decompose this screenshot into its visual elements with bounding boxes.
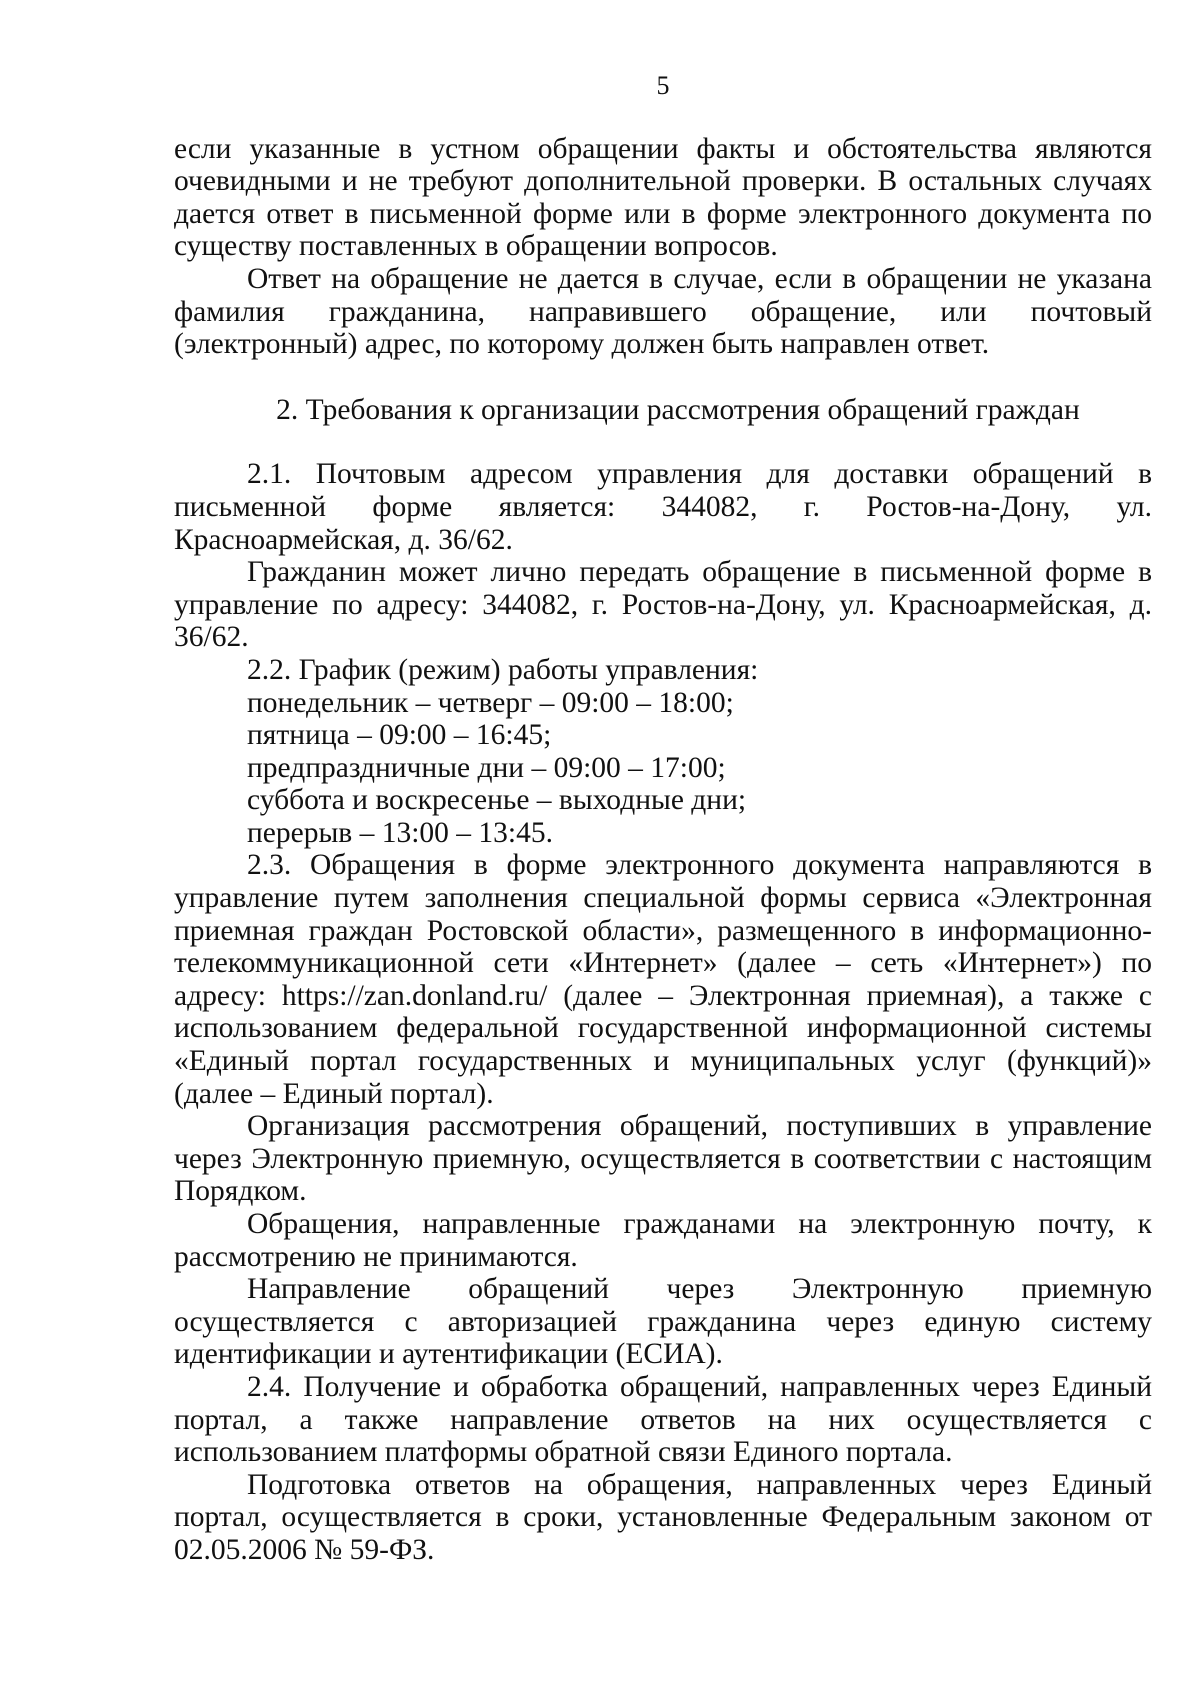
section-heading: 2. Требования к организации рассмотрения обращений граждан xyxy=(276,393,1080,426)
page-number: 5 xyxy=(656,71,670,100)
paragraph-2-1: 2.1. Почтовым адресом управления для доставки обращений в письменной форме является: 344082, г. Ростов-на-Дону, ул. Красноармейская, д. 36/62. xyxy=(174,458,1152,556)
schedule-list xyxy=(174,687,1152,850)
schedule-item: перерыв – 13:00 – 13:45. xyxy=(247,816,553,849)
schedule-item: понедельник – четверг – 09:00 – 18:00; xyxy=(247,686,734,719)
paragraph-continuation: если указанные в устном обращении факты и обстоятельства являются очевидными и не требуют дополнительной проверки. В остальных случаях дается ответ в письменной форме или в форме электронного документа по существу поставленных в обращении вопросов. xyxy=(174,132,1152,263)
paragraph-2-4-deadlines: Подготовка ответов на обращения, направленных через Единый портал, осуществляется в сроки, установленные Федеральным законом от 02.05.2006 № 59-ФЗ. xyxy=(174,1468,1152,1566)
paragraph-2-3: 2.3. Обращения в форме электронного документа направляются в управление путем заполнения специальной формы сервиса «Электронная приемная граждан Ростовской области», размещенного в информационно-телекоммуникационной сети «Интернет» (далее – сеть «Интернет») по адресу: https://zan.donland.ru/ (далее – Электронная приемная), а также с использованием федеральной государственной информационной системы «Единый портал государственных и муниципальных услуг (функций)» (далее – Единый портал). xyxy=(174,849,1152,1110)
paragraph-2-3-esia: Направление обращений через Электронную приемную осуществляется с авторизацией гражданина через единую систему идентификации и аутентификации (ЕСИА). xyxy=(174,1273,1152,1371)
schedule-item: суббота и воскресенье – выходные дни; xyxy=(247,784,747,817)
paragraph-2-3-organization: Организация рассмотрения обращений, поступивших в управление через Электронную приемную, осуществляется в соответствии с настоящим Порядком. xyxy=(174,1110,1152,1208)
schedule-item: предпраздничные дни – 09:00 – 17:00; xyxy=(247,751,726,784)
document-page xyxy=(174,70,1152,1567)
paragraph-2-1-personal: Гражданин может лично передать обращение в письменной форме в управление по адресу: 344082, г. Ростов-на-Дону, ул. Красноармейская, д. 36/62. xyxy=(174,556,1152,654)
schedule-item: пятница – 09:00 – 16:45; xyxy=(247,719,552,752)
paragraph-2-4: 2.4. Получение и обработка обращений, направленных через Единый портал, а также направление ответов на них осуществляется с использованием платформы обратной связи Единого портала. xyxy=(174,1370,1152,1469)
paragraph-2-2: 2.2. График (режим) работы управления: xyxy=(247,653,759,686)
paragraph-no-answer: Ответ на обращение не дается в случае, если в обращении не указана фамилия гражданина, направившего обращение, или почтовый (электронный) адрес, по которому должен быть направлен ответ. xyxy=(174,262,1152,361)
paragraph-2-3-email: Обращения, направленные гражданами на электронную почту, к рассмотрению не принимаются. xyxy=(174,1208,1152,1273)
